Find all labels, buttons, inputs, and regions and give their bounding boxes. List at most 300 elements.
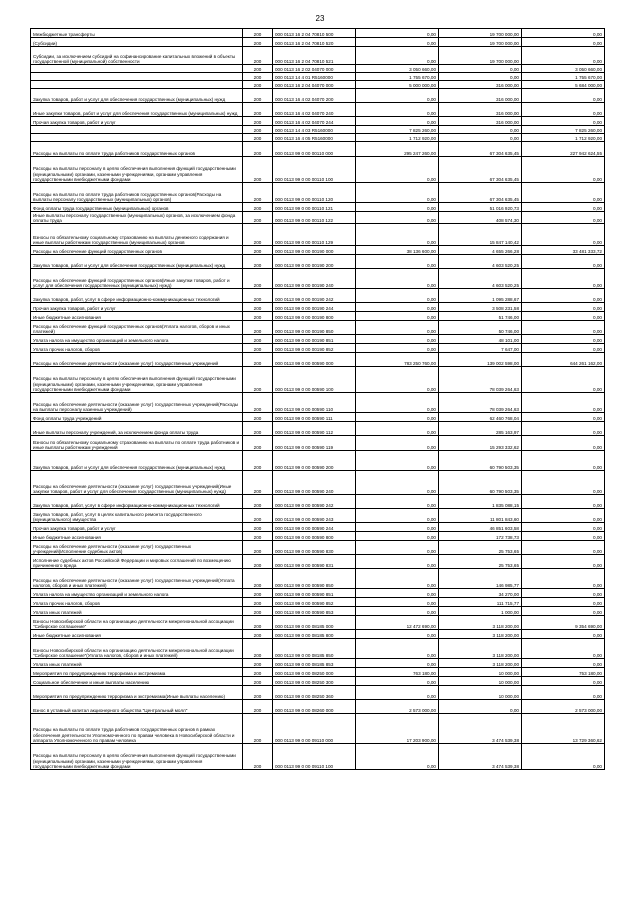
table-row bbox=[31, 555, 605, 569]
line-item-name: Уплата налога на имущество организаций и земельного налога bbox=[31, 589, 243, 598]
unexecuted-amount: 0,00 bbox=[522, 436, 605, 451]
executed-amount: 3 118 200,00 bbox=[439, 616, 522, 630]
classification-code: 000 0113 99 0 00 00590 850 bbox=[273, 569, 356, 589]
line-code: 200 bbox=[243, 509, 273, 523]
executed-amount: 0,00 bbox=[439, 700, 522, 714]
line-code: 200 bbox=[243, 668, 273, 677]
approved-amount: 0,00 bbox=[356, 183, 439, 203]
unexecuted-amount: 33 481 333,72 bbox=[522, 246, 605, 255]
executed-amount: 19 700 000,00 bbox=[439, 47, 522, 65]
line-item-name: Социальное обеспечение и иные выплаты населению bbox=[31, 677, 243, 686]
table-row bbox=[31, 142, 605, 157]
classification-code: 000 0113 16 2 04 70810 500 bbox=[273, 29, 356, 38]
approved-amount: 0,00 bbox=[356, 744, 439, 770]
line-code: 200 bbox=[243, 255, 273, 269]
line-item-name bbox=[31, 73, 243, 81]
classification-code: 000 0113 99 0 00 00190 852 bbox=[273, 344, 356, 353]
table-row bbox=[31, 686, 605, 700]
table-row bbox=[31, 126, 605, 134]
executed-amount: 25 753,65 bbox=[439, 555, 522, 569]
line-item-name: (Субсидии) bbox=[31, 38, 243, 47]
approved-amount: 0,00 bbox=[356, 289, 439, 303]
line-item-name: Расходы на выплаты персоналу в целях обеспечения выполнения функций государственными (муниципальными) органами, казенными учреждениями, органами управления государственными внебюджетными фондами bbox=[31, 157, 243, 183]
table-row bbox=[31, 569, 605, 589]
classification-code: 000 0113 99 0 00 00590 242 bbox=[273, 495, 356, 509]
unexecuted-amount: 0,00 bbox=[522, 255, 605, 269]
table-row bbox=[31, 29, 605, 38]
line-code: 200 bbox=[243, 413, 273, 422]
table-row bbox=[31, 321, 605, 335]
line-item-name: Расходы на обеспечение функций государственных органов(Уплата налогов, сборов и иных платежей) bbox=[31, 321, 243, 335]
line-item-name: Взнос в уставный капитал акционерного общества "Центральный молл" bbox=[31, 700, 243, 714]
executed-amount: 11 801 843,60 bbox=[439, 509, 522, 523]
table-row bbox=[31, 589, 605, 598]
line-item-name: Расходы на обеспечение деятельности (оказание услуг) государственных учреждений(Расходы на выплаты персоналу казенных учреждений) bbox=[31, 393, 243, 413]
classification-code: 000 0113 99 0 00 08250 300 bbox=[273, 677, 356, 686]
line-item-name: Расходы на выплаты по оплате труда работников государственных органов в рамках обеспечения деятельности Уполномоченного по правам человека в Новосибирской области и аппарата Уполномоченного по правам человека bbox=[31, 714, 243, 744]
approved-amount: 0,00 bbox=[356, 367, 439, 393]
approved-amount: 0,00 bbox=[356, 541, 439, 555]
line-code: 200 bbox=[243, 321, 273, 335]
executed-amount: 316 000,00 bbox=[439, 89, 522, 103]
line-code: 200 bbox=[243, 73, 273, 81]
executed-amount: 0,00 bbox=[439, 126, 522, 134]
classification-code: 000 0113 99 0 00 00590 831 bbox=[273, 555, 356, 569]
unexecuted-amount: 0,00 bbox=[522, 289, 605, 303]
line-item-name: Закупка товаров, работ и услуг для обеспечения государственных (муниципальных) нужд bbox=[31, 451, 243, 471]
classification-code: 000 0113 16 2 04 04070 000 bbox=[273, 81, 356, 89]
unexecuted-amount: 0,00 bbox=[522, 509, 605, 523]
line-code: 200 bbox=[243, 598, 273, 607]
approved-amount: 7 825 260,00 bbox=[356, 126, 439, 134]
line-code: 200 bbox=[243, 29, 273, 38]
classification-code: 000 0113 99 0 00 00590 851 bbox=[273, 589, 356, 598]
classification-code: 000 0113 99 0 00 08260 000 bbox=[273, 700, 356, 714]
classification-code: 000 0113 99 0 00 00590 100 bbox=[273, 367, 356, 393]
unexecuted-amount: 0,00 bbox=[522, 598, 605, 607]
classification-code: 000 0113 99 0 00 08250 360 bbox=[273, 686, 356, 700]
table-row bbox=[31, 224, 605, 246]
line-item-name: Расходы на обеспечение деятельности (оказание услуг) государственных учреждений(Иные закупки товаров, работ и услуг для обеспечения государственных (муниципальных) нужд) bbox=[31, 471, 243, 495]
unexecuted-amount: 0,00 bbox=[522, 38, 605, 47]
classification-code: 000 0113 99 0 00 00590 853 bbox=[273, 607, 356, 616]
unexecuted-amount: 0,00 bbox=[522, 367, 605, 393]
approved-amount: 783 250 760,00 bbox=[356, 353, 439, 367]
line-item-name: Прочая закупка товаров, работ и услуг bbox=[31, 117, 243, 126]
executed-amount: 111 715,77 bbox=[439, 598, 522, 607]
executed-amount: 285 163,97 bbox=[439, 422, 522, 436]
line-item-name: Иные закупки товаров, работ и услуг для обеспечения государственных (муниципальных) нужд bbox=[31, 103, 243, 117]
table-body bbox=[31, 29, 605, 770]
classification-code: 000 0113 99 0 00 00590 240 bbox=[273, 471, 356, 495]
line-code: 200 bbox=[243, 495, 273, 509]
table-row bbox=[31, 73, 605, 81]
line-item-name: Уплата прочих налогов, сборов bbox=[31, 344, 243, 353]
line-code: 200 bbox=[243, 289, 273, 303]
approved-amount: 0,00 bbox=[356, 589, 439, 598]
line-code: 200 bbox=[243, 335, 273, 344]
line-item-name: Субсидии, за исключением субсидий на софинансирование капитальных вложений в объекты государственной (муниципальной) собственности bbox=[31, 47, 243, 65]
classification-code: 000 0113 99 0 00 00190 000 bbox=[273, 246, 356, 255]
classification-code: 000 0113 99 0 00 00590 110 bbox=[273, 393, 356, 413]
line-item-name: Межбюджетные трансферты bbox=[31, 29, 243, 38]
line-item-name: Уплата налога на имущество организаций и земельного налога bbox=[31, 335, 243, 344]
approved-amount: 0,00 bbox=[356, 344, 439, 353]
line-item-name bbox=[31, 126, 243, 134]
classification-code: 000 0113 16 4 05 R5160000 bbox=[273, 134, 356, 142]
line-code: 200 bbox=[243, 569, 273, 589]
unexecuted-amount: 0,00 bbox=[522, 103, 605, 117]
line-item-name: Взносы Новосибирской области на организацию деятельности межрегиональной ассоциации "Сибирское соглашение" bbox=[31, 616, 243, 630]
table-row bbox=[31, 700, 605, 714]
executed-amount: 67 304 635,45 bbox=[439, 142, 522, 157]
executed-amount: 172 738,73 bbox=[439, 532, 522, 541]
classification-code: 000 0113 99 0 00 00110 000 bbox=[273, 142, 356, 157]
table-row bbox=[31, 134, 605, 142]
table-row bbox=[31, 65, 605, 73]
classification-code: 000 0113 99 0 00 00590 852 bbox=[273, 598, 356, 607]
table-row bbox=[31, 246, 605, 255]
line-item-name: Расходы на обеспечение деятельности (оказание услуг) государственных учреждений bbox=[31, 353, 243, 367]
classification-code: 000 0113 99 0 00 09110 000 bbox=[273, 714, 356, 744]
line-item-name: Иные бюджетные ассигнования bbox=[31, 312, 243, 321]
line-code: 200 bbox=[243, 65, 273, 73]
classification-code: 000 0113 99 0 00 08185 850 bbox=[273, 639, 356, 659]
table-row bbox=[31, 598, 605, 607]
approved-amount: 17 203 900,00 bbox=[356, 714, 439, 744]
executed-amount: 4 603 520,25 bbox=[439, 269, 522, 289]
line-code: 200 bbox=[243, 616, 273, 630]
table-row bbox=[31, 344, 605, 353]
line-item-name: Исполнение судебных актов Российской Федерации и мировых соглашений по возмещению причиненного вреда bbox=[31, 555, 243, 569]
unexecuted-amount: 0,00 bbox=[522, 639, 605, 659]
approved-amount: 0,00 bbox=[356, 29, 439, 38]
unexecuted-amount: 2 573 000,00 bbox=[522, 700, 605, 714]
classification-code: 000 0113 99 0 00 00590 000 bbox=[273, 353, 356, 367]
unexecuted-amount: 0,00 bbox=[522, 744, 605, 770]
table-row bbox=[31, 532, 605, 541]
executed-amount: 78 039 264,63 bbox=[439, 393, 522, 413]
table-row bbox=[31, 38, 605, 47]
line-code: 200 bbox=[243, 714, 273, 744]
executed-amount: 34 270,00 bbox=[439, 589, 522, 598]
unexecuted-amount: 0,00 bbox=[522, 183, 605, 203]
classification-code: 000 0113 99 0 00 08185 853 bbox=[273, 659, 356, 668]
classification-code: 000 0113 99 0 00 00590 200 bbox=[273, 451, 356, 471]
executed-amount: 3 474 539,38 bbox=[439, 714, 522, 744]
unexecuted-amount: 644 261 162,00 bbox=[522, 353, 605, 367]
executed-amount: 67 304 635,45 bbox=[439, 157, 522, 183]
line-code: 200 bbox=[243, 203, 273, 212]
approved-amount: 12 472 690,00 bbox=[356, 616, 439, 630]
line-code: 200 bbox=[243, 744, 273, 770]
approved-amount: 0,00 bbox=[356, 255, 439, 269]
unexecuted-amount: 7 825 260,00 bbox=[522, 126, 605, 134]
approved-amount: 5 000 000,00 bbox=[356, 81, 439, 89]
line-item-name: Иные выплаты персоналу государственных (муниципальных) органов, за исключением фонда оплаты труда bbox=[31, 212, 243, 224]
line-item-name: Иные бюджетные ассигнования bbox=[31, 532, 243, 541]
line-code: 200 bbox=[243, 38, 273, 47]
executed-amount: 4 655 266,28 bbox=[439, 246, 522, 255]
line-item-name: Прочая закупка товаров, работ и услуг bbox=[31, 303, 243, 312]
line-code: 200 bbox=[243, 344, 273, 353]
executed-amount: 10 000,00 bbox=[439, 677, 522, 686]
approved-amount: 0,00 bbox=[356, 659, 439, 668]
executed-amount: 316 000,00 bbox=[439, 103, 522, 117]
executed-amount: 48 101,00 bbox=[439, 335, 522, 344]
executed-amount: 60 790 503,35 bbox=[439, 451, 522, 471]
classification-code: 000 0113 99 0 00 00110 120 bbox=[273, 183, 356, 203]
line-item-name: Расходы на выплаты по оплате труда работников государственных органов(Расходы на выплаты персоналу государственных (муниципальных) органов) bbox=[31, 183, 243, 203]
table-row bbox=[31, 668, 605, 677]
line-item-name: Взносы Новосибирской области на организацию деятельности межрегиональной ассоциации "Сибирское соглашение"(Уплата налогов, сборов и иных платежей) bbox=[31, 639, 243, 659]
unexecuted-amount: 0,00 bbox=[522, 157, 605, 183]
executed-amount: 50 746,00 bbox=[439, 321, 522, 335]
approved-amount: 0,00 bbox=[356, 393, 439, 413]
approved-amount: 0,00 bbox=[356, 686, 439, 700]
classification-code: 000 0113 99 0 00 00190 240 bbox=[273, 269, 356, 289]
table-row bbox=[31, 117, 605, 126]
table-row bbox=[31, 714, 605, 744]
unexecuted-amount: 0,00 bbox=[522, 321, 605, 335]
line-item-name: Закупка товаров, работ и услуг для обеспечения государственных (муниципальных) нужд bbox=[31, 89, 243, 103]
approved-amount: 0,00 bbox=[356, 598, 439, 607]
line-code: 200 bbox=[243, 700, 273, 714]
executed-amount: 15 293 332,62 bbox=[439, 436, 522, 451]
line-item-name: Мероприятия по предупреждению терроризма и экстремизма bbox=[31, 668, 243, 677]
executed-amount: 67 304 635,45 bbox=[439, 183, 522, 203]
unexecuted-amount: 0,00 bbox=[522, 212, 605, 224]
line-code: 200 bbox=[243, 532, 273, 541]
approved-amount: 0,00 bbox=[356, 117, 439, 126]
classification-code: 000 0113 99 0 00 00110 100 bbox=[273, 157, 356, 183]
executed-amount: 3 118 200,00 bbox=[439, 630, 522, 639]
line-code: 200 bbox=[243, 134, 273, 142]
line-item-name: Уплата иных платежей bbox=[31, 607, 243, 616]
unexecuted-amount: 753 180,00 bbox=[522, 668, 605, 677]
approved-amount: 38 136 600,00 bbox=[356, 246, 439, 255]
classification-code: 000 0113 99 0 00 00190 200 bbox=[273, 255, 356, 269]
unexecuted-amount: 0,00 bbox=[522, 422, 605, 436]
unexecuted-amount: 0,00 bbox=[522, 523, 605, 532]
table-row bbox=[31, 607, 605, 616]
executed-amount: 316 000,00 bbox=[439, 117, 522, 126]
classification-code: 000 0113 99 0 00 00590 112 bbox=[273, 422, 356, 436]
unexecuted-amount: 227 942 624,55 bbox=[522, 142, 605, 157]
table-row bbox=[31, 393, 605, 413]
unexecuted-amount: 0,00 bbox=[522, 224, 605, 246]
classification-code: 000 0113 16 2 04 70810 520 bbox=[273, 38, 356, 47]
line-code: 200 bbox=[243, 436, 273, 451]
approved-amount: 0,00 bbox=[356, 630, 439, 639]
table-row bbox=[31, 744, 605, 770]
table-row bbox=[31, 353, 605, 367]
line-item-name bbox=[31, 81, 243, 89]
line-code: 200 bbox=[243, 677, 273, 686]
executed-amount: 146 985,77 bbox=[439, 569, 522, 589]
line-item-name: Расходы на обеспечение функций государственных органов(Иные закупки товаров, работ и услуг для обеспечения государственных (муниципальных) нужд) bbox=[31, 269, 243, 289]
unexecuted-amount: 9 354 690,00 bbox=[522, 616, 605, 630]
approved-amount: 0,00 bbox=[356, 436, 439, 451]
table-row bbox=[31, 47, 605, 65]
table-row bbox=[31, 422, 605, 436]
line-code: 200 bbox=[243, 246, 273, 255]
classification-code: 000 0113 99 0 00 00190 242 bbox=[273, 289, 356, 303]
unexecuted-amount: 1 712 920,00 bbox=[522, 134, 605, 142]
approved-amount: 0,00 bbox=[356, 212, 439, 224]
line-item-name bbox=[31, 65, 243, 73]
classification-code: 000 0113 99 0 00 09110 100 bbox=[273, 744, 356, 770]
line-code: 200 bbox=[243, 523, 273, 532]
unexecuted-amount: 0,00 bbox=[522, 203, 605, 212]
approved-amount: 0,00 bbox=[356, 321, 439, 335]
executed-amount: 0,00 bbox=[439, 134, 522, 142]
unexecuted-amount: 0,00 bbox=[522, 569, 605, 589]
unexecuted-amount: 0,00 bbox=[522, 541, 605, 555]
line-item-name: Иные выплаты персоналу учреждений, за исключением фонда оплаты труда bbox=[31, 422, 243, 436]
line-item-name: Иные бюджетные ассигнования bbox=[31, 630, 243, 639]
line-item-name: Прочая закупка товаров, работ и услуг bbox=[31, 523, 243, 532]
executed-amount: 0,00 bbox=[439, 73, 522, 81]
executed-amount: 1 835 088,15 bbox=[439, 495, 522, 509]
classification-code: 000 0113 99 0 00 00190 800 bbox=[273, 312, 356, 321]
unexecuted-amount: 0,00 bbox=[522, 303, 605, 312]
line-item-name: Расходы на обеспечение функций государственных органов bbox=[31, 246, 243, 255]
line-item-name: Закупка товаров, работ, услуг в сфере информационно-коммуникационных технологий bbox=[31, 495, 243, 509]
unexecuted-amount: 0,00 bbox=[522, 659, 605, 668]
table-row bbox=[31, 659, 605, 668]
line-item-name: Взносы по обязательному социальному страхованию на выплаты денежного содержания и иные выплаты работникам государственных (муниципальных) органов bbox=[31, 224, 243, 246]
approved-amount: 0,00 bbox=[356, 509, 439, 523]
approved-amount: 2 573 000,00 bbox=[356, 700, 439, 714]
unexecuted-amount: 0,00 bbox=[522, 677, 605, 686]
table-row bbox=[31, 289, 605, 303]
line-item-name: Взносы по обязательному социальному страхованию на выплаты по оплате труда работников и иные выплаты работникам учреждений bbox=[31, 436, 243, 451]
approved-amount: 0,00 bbox=[356, 569, 439, 589]
line-item-name: Расходы на обеспечение деятельности (оказание услуг) государственных учреждений(Уплата налогов, сборов и иных платежей) bbox=[31, 569, 243, 589]
line-code: 200 bbox=[243, 367, 273, 393]
executed-amount: 408 574,30 bbox=[439, 212, 522, 224]
approved-amount: 0,00 bbox=[356, 203, 439, 212]
executed-amount: 19 700 000,00 bbox=[439, 38, 522, 47]
classification-code: 000 0113 99 0 00 00590 830 bbox=[273, 541, 356, 555]
unexecuted-amount: 0,00 bbox=[522, 29, 605, 38]
line-code: 200 bbox=[243, 555, 273, 569]
unexecuted-amount: 0,00 bbox=[522, 335, 605, 344]
classification-code: 000 0113 99 0 00 00590 111 bbox=[273, 413, 356, 422]
line-code: 200 bbox=[243, 224, 273, 246]
classification-code: 000 0113 16 2 02 04070 000 bbox=[273, 65, 356, 73]
unexecuted-amount: 0,00 bbox=[522, 555, 605, 569]
executed-amount: 3 508 231,58 bbox=[439, 303, 522, 312]
unexecuted-amount: 0,00 bbox=[522, 451, 605, 471]
classification-code: 000 0113 99 0 00 08185 000 bbox=[273, 616, 356, 630]
line-item-name: Фонд оплаты труда учреждений bbox=[31, 413, 243, 422]
table-row bbox=[31, 183, 605, 203]
line-code: 200 bbox=[243, 471, 273, 495]
approved-amount: 0,00 bbox=[356, 495, 439, 509]
approved-amount: 0,00 bbox=[356, 38, 439, 47]
classification-code: 000 0113 14 4 03 R5160000 bbox=[273, 126, 356, 134]
executed-amount: 60 790 503,35 bbox=[439, 471, 522, 495]
approved-amount: 0,00 bbox=[356, 335, 439, 344]
table-row bbox=[31, 81, 605, 89]
line-code: 200 bbox=[243, 47, 273, 65]
approved-amount: 1 712 920,00 bbox=[356, 134, 439, 142]
unexecuted-amount: 5 684 000,00 bbox=[522, 81, 605, 89]
line-code: 200 bbox=[243, 89, 273, 103]
classification-code: 000 0113 16 2 04 70810 521 bbox=[273, 47, 356, 65]
unexecuted-amount: 0,00 bbox=[522, 607, 605, 616]
unexecuted-amount: 0,00 bbox=[522, 117, 605, 126]
executed-amount: 10 000,00 bbox=[439, 686, 522, 700]
line-code: 200 bbox=[243, 157, 273, 183]
executed-amount: 3 118 200,00 bbox=[439, 639, 522, 659]
executed-amount: 1 000,00 bbox=[439, 607, 522, 616]
approved-amount: 0,00 bbox=[356, 47, 439, 65]
approved-amount: 0,00 bbox=[356, 532, 439, 541]
classification-code: 000 0113 99 0 00 00190 244 bbox=[273, 303, 356, 312]
table-row bbox=[31, 255, 605, 269]
unexecuted-amount: 0,00 bbox=[522, 344, 605, 353]
line-code: 200 bbox=[243, 451, 273, 471]
unexecuted-amount: 0,00 bbox=[522, 312, 605, 321]
line-code: 200 bbox=[243, 212, 273, 224]
approved-amount: 0,00 bbox=[356, 312, 439, 321]
unexecuted-amount: 0,00 bbox=[522, 269, 605, 289]
executed-amount: 10 000,00 bbox=[439, 668, 522, 677]
line-code: 200 bbox=[243, 183, 273, 203]
executed-amount: 25 753,65 bbox=[439, 541, 522, 555]
line-item-name bbox=[31, 134, 243, 142]
line-code: 200 bbox=[243, 81, 273, 89]
executed-amount: 3 474 539,38 bbox=[439, 744, 522, 770]
unexecuted-amount: 3 050 660,00 bbox=[522, 65, 605, 73]
executed-amount: 1 095 288,67 bbox=[439, 289, 522, 303]
unexecuted-amount: 0,00 bbox=[522, 495, 605, 509]
classification-code: 000 0113 99 0 00 00590 244 bbox=[273, 523, 356, 532]
line-code: 200 bbox=[243, 393, 273, 413]
table-row bbox=[31, 471, 605, 495]
approved-amount: 763 180,00 bbox=[356, 668, 439, 677]
approved-amount: 0,00 bbox=[356, 607, 439, 616]
executed-amount: 19 700 000,00 bbox=[439, 29, 522, 38]
classification-code: 000 0113 99 0 00 00110 122 bbox=[273, 212, 356, 224]
executed-amount: 4 603 520,25 bbox=[439, 255, 522, 269]
table-row bbox=[31, 367, 605, 393]
line-item-name: Расходы на обеспечение деятельности (оказание услуг) государственных учреждений(Исполнение судебных актов) bbox=[31, 541, 243, 555]
unexecuted-amount: 0,00 bbox=[522, 393, 605, 413]
approved-amount: 0,00 bbox=[356, 523, 439, 532]
classification-code: 000 0113 99 0 00 08250 000 bbox=[273, 668, 356, 677]
classification-code: 000 0113 99 0 00 00110 121 bbox=[273, 203, 356, 212]
line-code: 200 bbox=[243, 422, 273, 436]
classification-code: 000 0113 99 0 00 08185 800 bbox=[273, 630, 356, 639]
line-item-name: Фонд оплаты труда государственных (муниципальных) органов bbox=[31, 203, 243, 212]
line-code: 200 bbox=[243, 541, 273, 555]
line-code: 200 bbox=[243, 312, 273, 321]
line-code: 200 bbox=[243, 630, 273, 639]
line-code: 200 bbox=[243, 353, 273, 367]
classification-code: 000 0113 16 4 02 04070 244 bbox=[273, 117, 356, 126]
table-row bbox=[31, 616, 605, 630]
executed-amount: 78 039 264,63 bbox=[439, 367, 522, 393]
unexecuted-amount: 13 729 360,62 bbox=[522, 714, 605, 744]
classification-code: 000 0113 99 0 00 00190 850 bbox=[273, 321, 356, 335]
approved-amount: 0,00 bbox=[356, 157, 439, 183]
table-row bbox=[31, 103, 605, 117]
line-code: 200 bbox=[243, 639, 273, 659]
